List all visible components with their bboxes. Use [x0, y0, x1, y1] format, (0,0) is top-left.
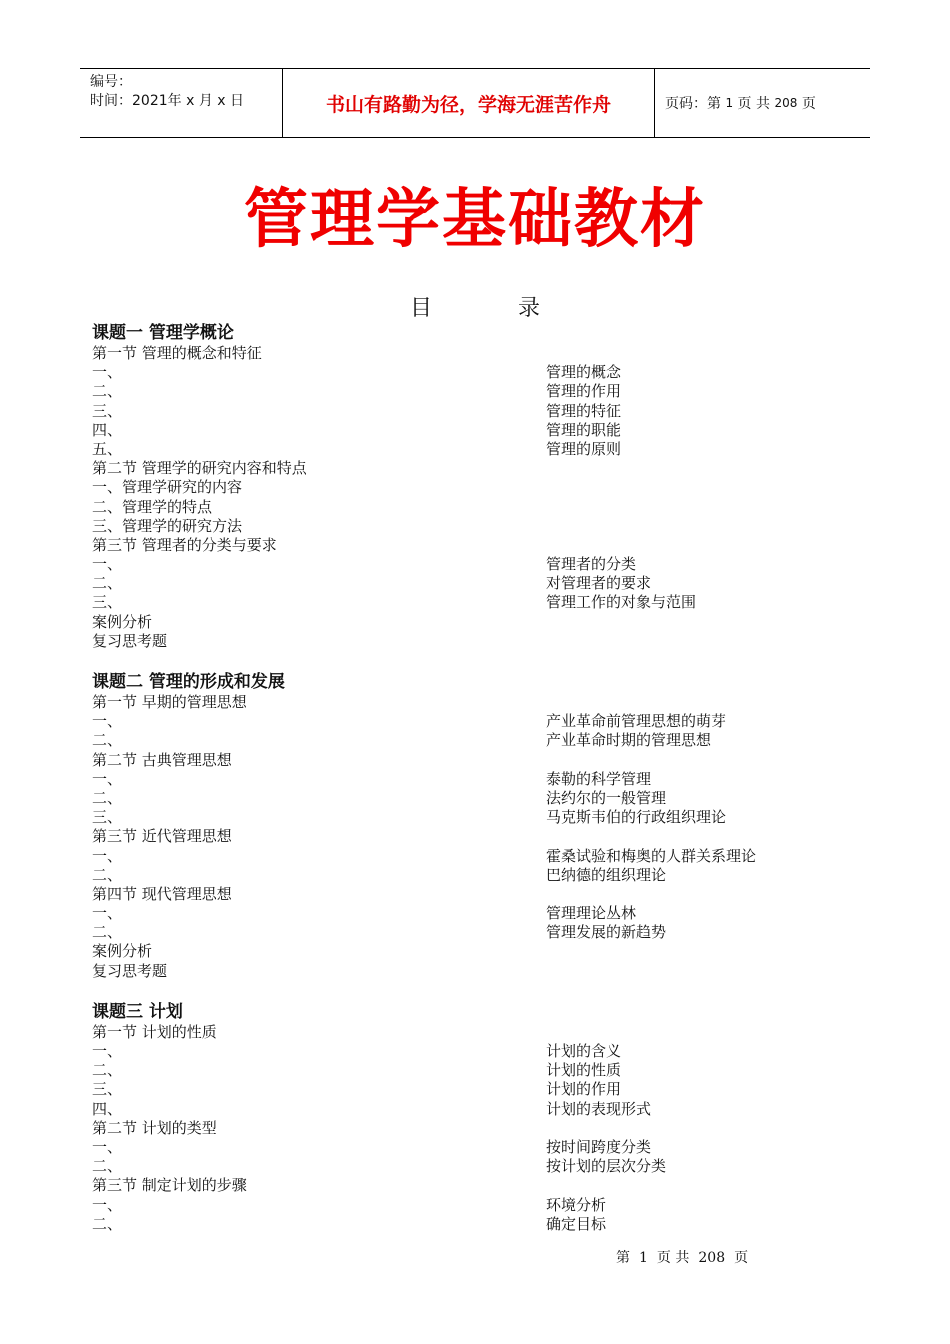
toc-line-text: 霍桑试验和梅奥的人群关系理论 [546, 846, 757, 865]
toc-line-text: 计划的性质 [546, 1061, 622, 1080]
toc-line [92, 808, 852, 827]
toc-line-text: 管理工作的对象与范围 [546, 593, 697, 612]
toc-line [92, 632, 852, 651]
toc-line-label: 第一节 早期的管理思想 [92, 693, 247, 711]
toc-line [92, 478, 852, 497]
toc-line-text: 管理的作用 [546, 382, 622, 401]
toc-line [92, 731, 852, 750]
page-label: 页码：第 [665, 96, 721, 112]
toc-line-text: 按计划的层次分类 [546, 1157, 667, 1176]
toc-line [92, 751, 852, 770]
toc-line-label: 二、 [92, 1061, 123, 1080]
toc-chapter [92, 1001, 852, 1234]
footer-prefix: 第 [616, 1250, 630, 1266]
footer-suffix: 页 [734, 1250, 749, 1266]
toc-line-text: 按时间跨度分类 [546, 1137, 652, 1156]
page-number: 1 [725, 96, 734, 110]
toc-line [92, 1176, 852, 1195]
toc-line-label: 案例分析 [92, 942, 153, 961]
toc-line-label: 二、 [92, 788, 123, 807]
toc-line [92, 770, 852, 789]
toc-line-label: 一、 [92, 555, 123, 574]
toc-line-label: 第四节 现代管理思想 [92, 884, 232, 903]
table-of-contents [92, 322, 852, 1254]
toc-chapter [92, 671, 852, 981]
toc-line-label: 一、 [92, 769, 123, 788]
toc-line-label: 二、 [92, 731, 123, 750]
time-line [90, 92, 282, 111]
toc-line-label: 第一节 计划的性质 [92, 1022, 217, 1041]
date-rest: 年 x 月 x 日 [167, 93, 245, 109]
toc-line [92, 440, 852, 459]
toc-heading [0, 294, 950, 324]
header-page-info [655, 69, 870, 137]
toc-line-label: 三、 [92, 1080, 123, 1099]
toc-line [92, 1100, 852, 1119]
toc-line-label: 一、 [92, 1195, 123, 1214]
date-year: 2021 [132, 93, 168, 109]
toc-line-label: 第三节 管理者的分类与要求 [92, 535, 277, 554]
header-motto: 书山有路勤为径，学海无涯苦作舟 [282, 69, 655, 137]
toc-line-text: 管理的特征 [546, 401, 622, 420]
page-total: 208 [774, 96, 798, 110]
toc-line-label: 二、管理学的特点 [92, 497, 213, 516]
toc-line-text: 管理的职能 [546, 420, 622, 439]
toc-line-label: 二、 [92, 923, 123, 942]
toc-line-text: 法约尔的一般管理 [546, 788, 667, 807]
toc-line-label: 复习思考题 [92, 631, 168, 650]
toc-line [92, 923, 852, 942]
toc-line [92, 1157, 852, 1176]
toc-line [92, 344, 852, 363]
toc-line-label: 一、 [92, 1042, 123, 1060]
toc-line [92, 1061, 852, 1080]
toc-line-label: 一、管理学研究的内容 [92, 478, 243, 497]
toc-line-label: 一、 [92, 1137, 123, 1156]
toc-line-text: 管理的原则 [546, 439, 622, 458]
toc-line-label: 第二节 古典管理思想 [92, 750, 232, 769]
toc-line-label: 三、 [92, 593, 123, 612]
number-label: 编号： [90, 74, 132, 90]
toc-line [92, 1023, 852, 1042]
toc-line [92, 885, 852, 904]
toc-line-label: 一、 [92, 904, 123, 923]
toc-line-label: 二、 [92, 1214, 123, 1233]
toc-line [92, 613, 852, 632]
chapter-title: 课题二 管理的形成和发展 [92, 672, 285, 692]
document-title: 管理学基础教材 [244, 183, 706, 257]
toc-line-label: 四、 [92, 1099, 123, 1118]
toc-line-text: 管理发展的新趋势 [546, 923, 667, 942]
toc-line [92, 1042, 852, 1061]
toc-heading-right: 录 [518, 296, 541, 321]
toc-line-text: 计划的作用 [546, 1080, 622, 1099]
toc-line [92, 827, 852, 846]
toc-line [92, 866, 852, 885]
toc-line-text: 管理理论丛林 [546, 904, 637, 923]
toc-line-text: 计划的表现形式 [546, 1099, 652, 1118]
toc-line [92, 693, 852, 712]
toc-line [92, 942, 852, 961]
toc-line-label: 一、 [92, 363, 123, 382]
toc-line-label: 五、 [92, 439, 123, 458]
toc-line-text: 巴纳德的组织理论 [546, 865, 667, 884]
toc-line [92, 536, 852, 555]
toc-line-label: 二、 [92, 382, 123, 401]
toc-line [92, 1080, 852, 1099]
toc-line-label: 二、 [92, 865, 123, 884]
toc-line-text: 产业革命时期的管理思想 [546, 731, 712, 750]
toc-line-label: 案例分析 [92, 612, 153, 631]
toc-line-label: 第三节 近代管理思想 [92, 827, 232, 846]
toc-line [92, 789, 852, 808]
footer-total: 208 [698, 1250, 726, 1266]
toc-line [92, 402, 852, 421]
toc-line [92, 363, 852, 382]
toc-line [92, 517, 852, 536]
toc-line [92, 421, 852, 440]
toc-line-text: 对管理者的要求 [546, 574, 652, 593]
header-meta [80, 69, 282, 137]
toc-line-label: 二、 [92, 1157, 123, 1176]
toc-line-text: 产业革命前管理思想的萌芽 [546, 712, 727, 731]
toc-line [92, 962, 852, 981]
toc-line-label: 第二节 管理学的研究内容和特点 [92, 459, 307, 478]
toc-line-label: 一、 [92, 712, 123, 731]
footer-mid: 页 共 [656, 1250, 690, 1266]
toc-line-label: 第一节 管理的概念和特征 [92, 344, 262, 362]
time-label: 时间： [90, 93, 132, 109]
toc-line-text: 泰勒的科学管理 [546, 769, 652, 788]
toc-heading-left: 目 [409, 296, 432, 321]
toc-line [92, 712, 852, 731]
toc-line-label: 四、 [92, 420, 123, 439]
toc-chapter [92, 322, 852, 651]
footer-page: 1 [639, 1250, 648, 1266]
chapter-title: 课题一 管理学概论 [92, 323, 234, 343]
toc-line [92, 593, 852, 612]
chapter-title: 课题三 计划 [92, 1001, 183, 1022]
toc-line [92, 382, 852, 401]
page-end: 页 [801, 96, 816, 112]
toc-line-text: 计划的含义 [546, 1042, 622, 1060]
toc-line [92, 574, 852, 593]
toc-line-label: 第二节 计划的类型 [92, 1118, 217, 1137]
page-footer [616, 1247, 757, 1267]
toc-line [92, 904, 852, 923]
toc-line [92, 498, 852, 517]
toc-line [92, 1196, 852, 1215]
toc-line-label: 三、 [92, 401, 123, 420]
toc-line-text: 管理者的分类 [546, 555, 637, 574]
toc-line-text: 环境分析 [546, 1195, 607, 1214]
toc-line-label: 三、管理学的研究方法 [92, 516, 243, 535]
page-mid: 页 共 [737, 96, 770, 112]
toc-line-label: 复习思考题 [92, 961, 168, 980]
toc-line [92, 555, 852, 574]
toc-line [92, 1119, 852, 1138]
toc-line-label: 三、 [92, 808, 123, 827]
toc-line [92, 1215, 852, 1234]
toc-line-text: 管理的概念 [546, 363, 622, 382]
toc-line-text: 马克斯韦伯的行政组织理论 [546, 808, 727, 827]
toc-line-label: 一、 [92, 846, 123, 865]
page-header [80, 68, 870, 138]
toc-line [92, 1138, 852, 1157]
toc-line-label: 第三节 制定计划的步骤 [92, 1176, 247, 1195]
toc-line [92, 459, 852, 478]
toc-line [92, 847, 852, 866]
toc-line-label: 二、 [92, 574, 123, 593]
toc-line-text: 确定目标 [546, 1214, 607, 1233]
